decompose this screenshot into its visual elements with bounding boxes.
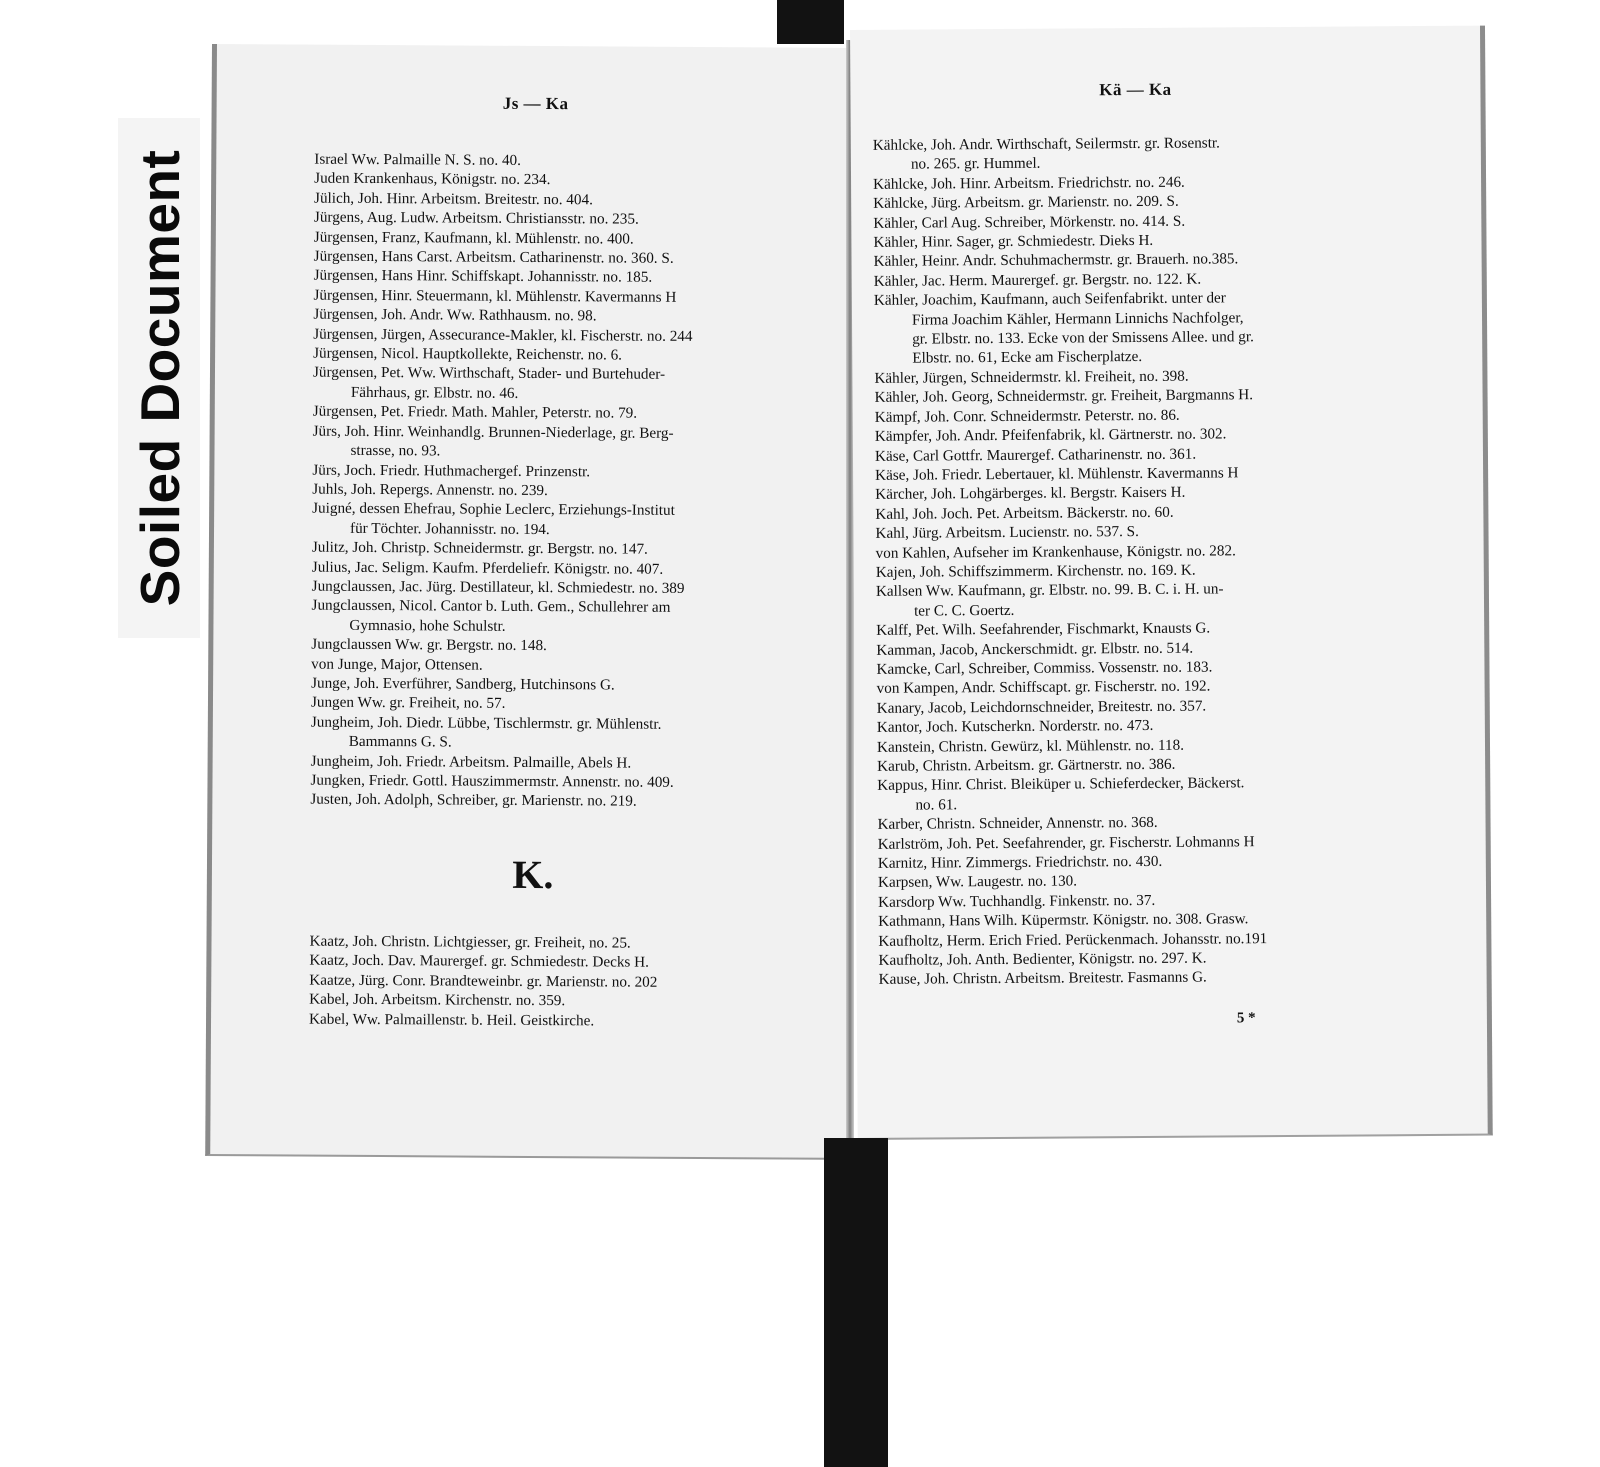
directory-entry (309, 1009, 809, 1031)
entry-line: Jürgensen, Hinr. Steuermann, kl. Mühlenstr. Kavermanns H (313, 286, 677, 306)
entry-line: Karnitz, Hinr. Zimmergs. Friedrichstr. no. 430. (877, 852, 1163, 872)
entry-continuation-line: strasse, no. 93. (350, 441, 441, 460)
directory-entry (309, 990, 809, 1012)
entry-line: Kantor, Joch. Kutscherkn. Norderstr. no. 473. (876, 717, 1154, 737)
directory-entry (314, 208, 814, 230)
entry-line: Käse, Joh. Friedr. Lebertauer, kl. Mühlenstr. Kavermanns H (875, 464, 1239, 484)
entry-line: Jürgensen, Hans Carst. Arbeitsm. Catharinenstr. no. 360. S. (313, 247, 674, 267)
entry-line: Karub, Christn. Arbeitsm. gr. Gärtnerstr. no. 386. (877, 755, 1176, 775)
entry-line: Jürgensen, Jürgen, Assecurance-Makler, kl. Fischerstr. no. 244 (313, 325, 693, 345)
directory-entry (873, 132, 1393, 174)
directory-entry (876, 579, 1396, 621)
entry-line: Kabel, Ww. Palmaillenstr. b. Heil. Geistkirche. (308, 1010, 595, 1029)
entry-line: Kähler, Hinr. Sager, gr. Schmiedestr. Dieks H. (873, 231, 1154, 251)
entry-line: Justen, Joh. Adolph, Schreiber, gr. Marienstr. no. 219. (310, 791, 637, 811)
entry-line: Junge, Joh. Everführer, Sandberg, Hutchinsons G. (311, 674, 615, 694)
binding-tape-bottom (824, 1138, 888, 1467)
entry-line: Kanary, Jacob, Leichdornschneider, Breitestr. no. 357. (876, 697, 1207, 717)
entry-line: Kalff, Pet. Wilh. Seefahrender, Fischmarkt, Knausts G. (876, 619, 1211, 639)
entry-line: Kähler, Joh. Georg, Schneidermstr. gr. Freiheit, Bargmanns H. (874, 386, 1254, 407)
entry-line: Julius, Jac. Seligm. Kaufm. Pferdeliefr. Königstr. no. 407. (311, 558, 664, 578)
section-letter-k: K. (512, 851, 554, 898)
directory-entry (313, 402, 813, 424)
entry-continuation-line: ter C. C. Goertz. (913, 601, 1015, 620)
entry-line: Karpsen, Ww. Laugestr. no. 130. (877, 872, 1078, 892)
entry-line: Kaatz, Joch. Dav. Maurergef. gr. Schmiedestr. Decks H. (309, 952, 649, 972)
entry-line: Kämpf, Joh. Conr. Schneidermstr. Peterstr. no. 86. (874, 406, 1180, 426)
entry-continuation-line: no. 61. (915, 796, 958, 814)
entry-line: Karlström, Joh. Pet. Seefahrender, gr. Fischerstr. Lohmanns H (877, 832, 1255, 853)
entry-line: von Kahlen, Aufseher im Krankenhause, Königstr. no. 282. (875, 541, 1236, 562)
entry-line: Jungclaussen, Nicol. Cantor b. Luth. Gem., Schullehrer am (311, 596, 671, 617)
entry-line: Kaatze, Jürg. Conr. Brandteweinbr. gr. Marienstr. no. 202 (309, 971, 658, 991)
entry-line: Jungen Ww. gr. Freiheit, no. 57. (310, 693, 506, 713)
entry-continuation-line: für Töchter. Johannisstr. no. 194. (349, 519, 550, 538)
entry-line: Jungheim, Joh. Diedr. Lübbe, Tischlermstr. gr. Mühlenstr. (310, 713, 662, 733)
entry-line: Kathmann, Hans Wilh. Küpermstr. Königstr. no. 308. Grasw. (878, 910, 1249, 931)
directory-entry (313, 305, 813, 327)
entry-line: Jungclaussen Ww. gr. Bergstr. no. 148. (311, 635, 547, 655)
entry-line: Kählcke, Joh. Hinr. Arbeitsm. Friedrichstr. no. 246. (873, 173, 1185, 193)
entry-line: Kählcke, Joh. Andr. Wirthschaft, Seilermstr. gr. Rosenstr. (872, 134, 1220, 154)
entry-line: Jungken, Friedr. Gottl. Hauszimmermstr. Annenstr. no. 409. (310, 771, 674, 791)
entry-line: Karsdorp Ww. Tuchhandlg. Finkenstr. no. 37. (878, 891, 1156, 911)
directory-entry (877, 773, 1397, 815)
entry-line: Kappus, Hinr. Christ. Bleiküper u. Schieferdecker, Bäckerst. (877, 774, 1245, 795)
directory-entry (312, 421, 812, 463)
entry-line: Juhls, Joh. Repergs. Annenstr. no. 239. (312, 480, 548, 499)
directory-entry (879, 967, 1399, 990)
entry-line: Kause, Joh. Christn. Arbeitsm. Breitestr. Fasmanns G. (878, 969, 1207, 989)
directory-entry (874, 287, 1395, 368)
entry-line: Jürs, Joh. Hinr. Weinhandlg. Brunnen-Niederlage, gr. Berg- (312, 422, 674, 442)
entry-line: von Junge, Major, Ottensen. (311, 655, 483, 674)
entry-line: Kählcke, Jürg. Arbeitsm. gr. Marienstr. no. 209. S. (873, 192, 1179, 213)
entry-line: Kabel, Joh. Arbeitsm. Kirchenstr. no. 359. (309, 990, 566, 1010)
entry-line: Julitz, Joh. Christp. Schneidermstr. gr. Bergstr. no. 147. (311, 538, 648, 558)
entry-line: Israel Ww. Palmaille N. S. no. 40. (314, 150, 522, 169)
directory-entry (311, 635, 811, 657)
entry-line: Jürgensen, Franz, Kaufmann, kl. Mühlenstr. no. 400. (313, 228, 634, 248)
entry-line: Kanstein, Christn. Gewürz, kl. Mühlenstr. no. 118. (876, 736, 1185, 756)
entry-line: Kärcher, Joh. Lohgärberges. kl. Bergstr. Kaisers H. (875, 483, 1186, 504)
directory-entry (313, 363, 813, 405)
entry-continuation-line: Gymnasio, hohe Schulstr. (349, 616, 506, 635)
directory-entry (310, 790, 810, 812)
entry-line: Jungclaussen, Jac. Jürg. Destillateur, kl. Schmiedestr. no. 389 (311, 577, 685, 597)
soiled-document-stamp: Soiled Document (129, 149, 191, 607)
entry-line: Kämpfer, Joh. Andr. Pfeifenfabrik, kl. Gärtnerstr. no. 302. (874, 425, 1227, 445)
entry-line: Jülich, Joh. Hinr. Arbeitsm. Breitestr. no. 404. (314, 189, 593, 209)
entry-line: Juigné, dessen Ehefrau, Sophie Leclerc, Erziehungs-Institut (312, 499, 675, 520)
entry-line: Kähler, Carl Aug. Schreiber, Mörkenstr. no. 414. S. (873, 212, 1186, 232)
entry-continuation-line: no. 265. gr. Hummel. (910, 155, 1041, 173)
page-number: 5 * (1236, 1010, 1256, 1027)
entry-continuation-line: Fährhaus, gr. Elbstr. no. 46. (350, 383, 519, 402)
right-entry-list (873, 132, 1399, 989)
entry-line: Kaatz, Joh. Christn. Lichtgiesser, gr. Freiheit, no. 25. (309, 932, 631, 952)
left-page (205, 44, 859, 1160)
directory-entry (311, 712, 811, 754)
entry-line: Jürgensen, Joh. Andr. Ww. Rathhausm. no. 98. (313, 305, 597, 325)
entry-line: Jungheim, Joh. Friedr. Arbeitsm. Palmaille, Abels H. (310, 752, 632, 772)
entry-line: Jürgens, Aug. Ludw. Arbeitsm. Christiansstr. no. 235. (313, 208, 639, 228)
left-k-entry-list (309, 932, 810, 1032)
directory-entry (312, 499, 812, 541)
left-entry-list (310, 150, 814, 813)
entry-line: Kahl, Joh. Joch. Pet. Arbeitsm. Bäckerstr. no. 60. (875, 503, 1174, 523)
entry-line: Kallsen Ww. Kaufmann, gr. Elbstr. no. 99. B. C. i. H. un- (875, 580, 1224, 601)
entry-continuation-line: Elbstr. no. 61, Ecke am Fischerplatze. (912, 348, 1143, 368)
entry-line: Kamman, Jacob, Anckerschmidt. gr. Elbstr. no. 514. (876, 639, 1194, 659)
entry-line: Kähler, Heinr. Andr. Schuhmachermstr. gr. Brauerh. no.385. (873, 250, 1239, 271)
entry-continuation-line: Firma Joachim Kähler, Hermann Linnichs Nachfolger, (911, 308, 1244, 329)
left-page-header: Js — Ka (502, 93, 569, 114)
right-page (850, 26, 1493, 1140)
entry-line: Jürgensen, Pet. Friedr. Math. Mahler, Peterstr. no. 79. (312, 402, 638, 422)
entry-line: Kähler, Jürgen, Schneidermstr. kl. Freiheit, no. 398. (874, 367, 1189, 387)
entry-line: Jürs, Joch. Friedr. Huthmachergef. Prinzenstr. (312, 461, 591, 480)
entry-line: Karber, Christn. Schneider, Annenstr. no. 368. (877, 814, 1158, 834)
entry-line: Kähler, Joachim, Kaufmann, auch Seifenfabrikt. unter der (873, 289, 1226, 310)
entry-line: Kaufholtz, Joh. Anth. Bedienter, Königstr. no. 297. K. (878, 949, 1207, 969)
entry-line: Jürgensen, Pet. Ww. Wirthschaft, Stader- und Burtehuder- (312, 364, 666, 384)
entry-line: von Kampen, Andr. Schiffscapt. gr. Fischerstr. no. 192. (876, 677, 1211, 698)
entry-line: Käse, Carl Gottfr. Maurergef. Catharinenstr. no. 361. (874, 445, 1197, 465)
entry-line: Jürgensen, Nicol. Hauptkollekte, Reichenstr. no. 6. (313, 344, 623, 364)
entry-line: Kähler, Jac. Herm. Maurergef. gr. Bergstr. no. 122. K. (873, 270, 1202, 290)
binding-tape-top (777, 0, 844, 44)
entry-line: Jürgensen, Hans Hinr. Schiffskapt. Johannisstr. no. 185. (313, 267, 653, 287)
directory-entry (311, 596, 811, 638)
directory-entry (312, 538, 812, 560)
entry-line: Kamcke, Carl, Schreiber, Commiss. Vossenstr. no. 183. (876, 658, 1213, 678)
entry-line: Kajen, Joh. Schiffszimmerm. Kirchenstr. no. 169. K. (875, 561, 1196, 581)
entry-line: Kahl, Jürg. Arbeitsm. Lucienstr. no. 537. S. (875, 523, 1139, 542)
entry-continuation-line: gr. Elbstr. no. 133. Ecke von der Smissens Allee. und gr. (912, 328, 1254, 348)
entry-line: Kaufholtz, Herm. Erich Fried. Perückenmach. Johansstr. no.191 (878, 929, 1268, 950)
entry-line: Juden Krankenhaus, Königstr. no. 234. (314, 170, 551, 189)
right-page-header: Kä — Ka (1099, 79, 1172, 100)
entry-continuation-line: Bammanns G. S. (348, 733, 452, 751)
